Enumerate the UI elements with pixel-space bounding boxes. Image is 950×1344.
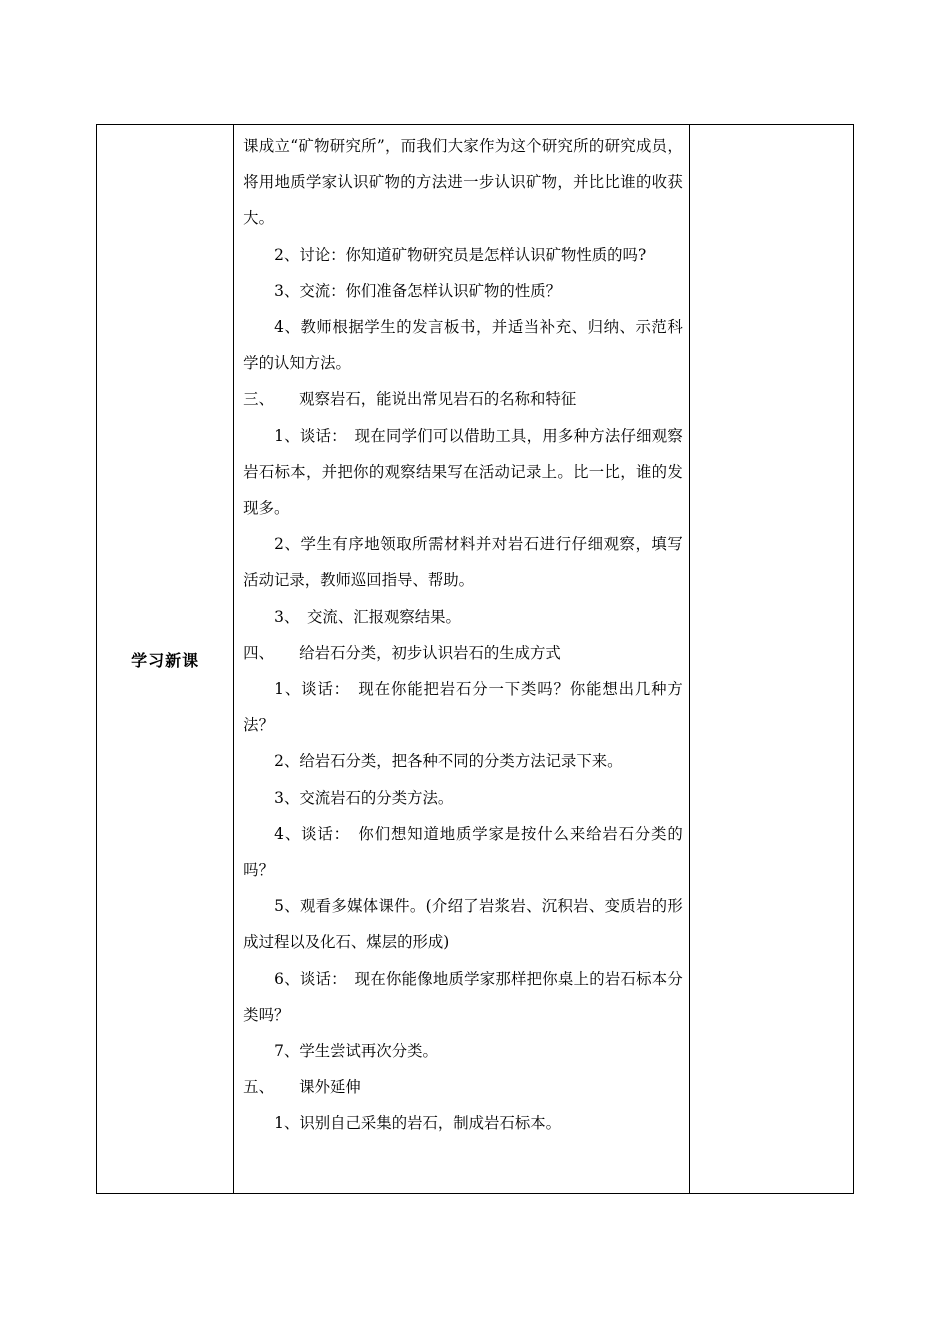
heading-text: 观察岩石，能说出常见岩石的名称和特征 [299, 390, 577, 409]
paragraph-geologist-talk: 4、谈话： 你们想知道地质学家是按什么来给岩石分类的吗？ [243, 824, 683, 880]
paragraph-observe-report: 3、 交流、汇报观察结果。 [274, 607, 461, 626]
paragraph-classify-activity: 2、给岩石分类，把各种不同的分类方法记录下来。 [274, 752, 623, 771]
paragraph-multimedia: 5、观看多媒体课件。(介绍了岩浆岩、沉积岩、变质岩的形成过程以及化石、煤层的形成) [243, 897, 683, 952]
paragraph-exchange: 3、交流：你们准备怎样认识矿物的性质？ [274, 281, 561, 300]
paragraph-teacher-summary: 4、教师根据学生的发言板书，并适当补充、归纳、示范科学的认知方法。 [243, 318, 683, 373]
paragraph-intro: 课成立“矿物研究所”，而我们大家作为这个研究所的研究成员，将用地质学家认识矿物的方法进一步认识矿物，并比比谁的收获大。 [243, 137, 683, 228]
heading-text: 给岩石分类，初步认识岩石的生成方式 [299, 643, 561, 662]
heading-classify-rocks [243, 635, 683, 671]
lesson-plan-table [96, 124, 854, 1194]
paragraph-reclassify-activity: 7、学生尝试再次分类。 [274, 1042, 438, 1061]
paragraph-extension-task: 1、识别自己采集的岩石，制成岩石标本。 [274, 1114, 561, 1133]
content-cell [234, 125, 690, 1194]
section-label-cell [97, 125, 234, 1194]
notes-cell [689, 125, 853, 1194]
heading-number: 五、 [243, 1078, 274, 1097]
heading-text: 课外延伸 [299, 1078, 361, 1097]
paragraph-observe-activity: 2、学生有序地领取所需材料并对岩石进行仔细观察，填写活动记录，教师巡回指导、帮助。 [243, 535, 683, 590]
heading-number: 四、 [243, 643, 274, 662]
heading-extension [243, 1069, 683, 1105]
paragraph-reclassify-talk: 6、谈话： 现在你能像地质学家那样把你桌上的岩石标本分类吗？ [243, 969, 683, 1024]
heading-number: 三、 [243, 390, 274, 409]
heading-observe-rocks [243, 381, 683, 417]
section-label: 学习新课 [131, 650, 200, 670]
paragraph-classify-exchange: 3、交流岩石的分类方法。 [274, 788, 454, 807]
paragraph-observe-talk: 1、谈话： 现在同学们可以借助工具，用多种方法仔细观察岩石标本，并把你的观察结果写在活动记录上。比一比，谁的发现多。 [243, 426, 683, 518]
paragraph-discussion: 2、讨论：你知道矿物研究员是怎样认识矿物性质的吗? [274, 245, 647, 264]
paragraph-classify-talk: 1、谈话： 现在你能把岩石分一下类吗？你能想出几种方法？ [243, 680, 683, 735]
table-row [97, 125, 854, 1194]
